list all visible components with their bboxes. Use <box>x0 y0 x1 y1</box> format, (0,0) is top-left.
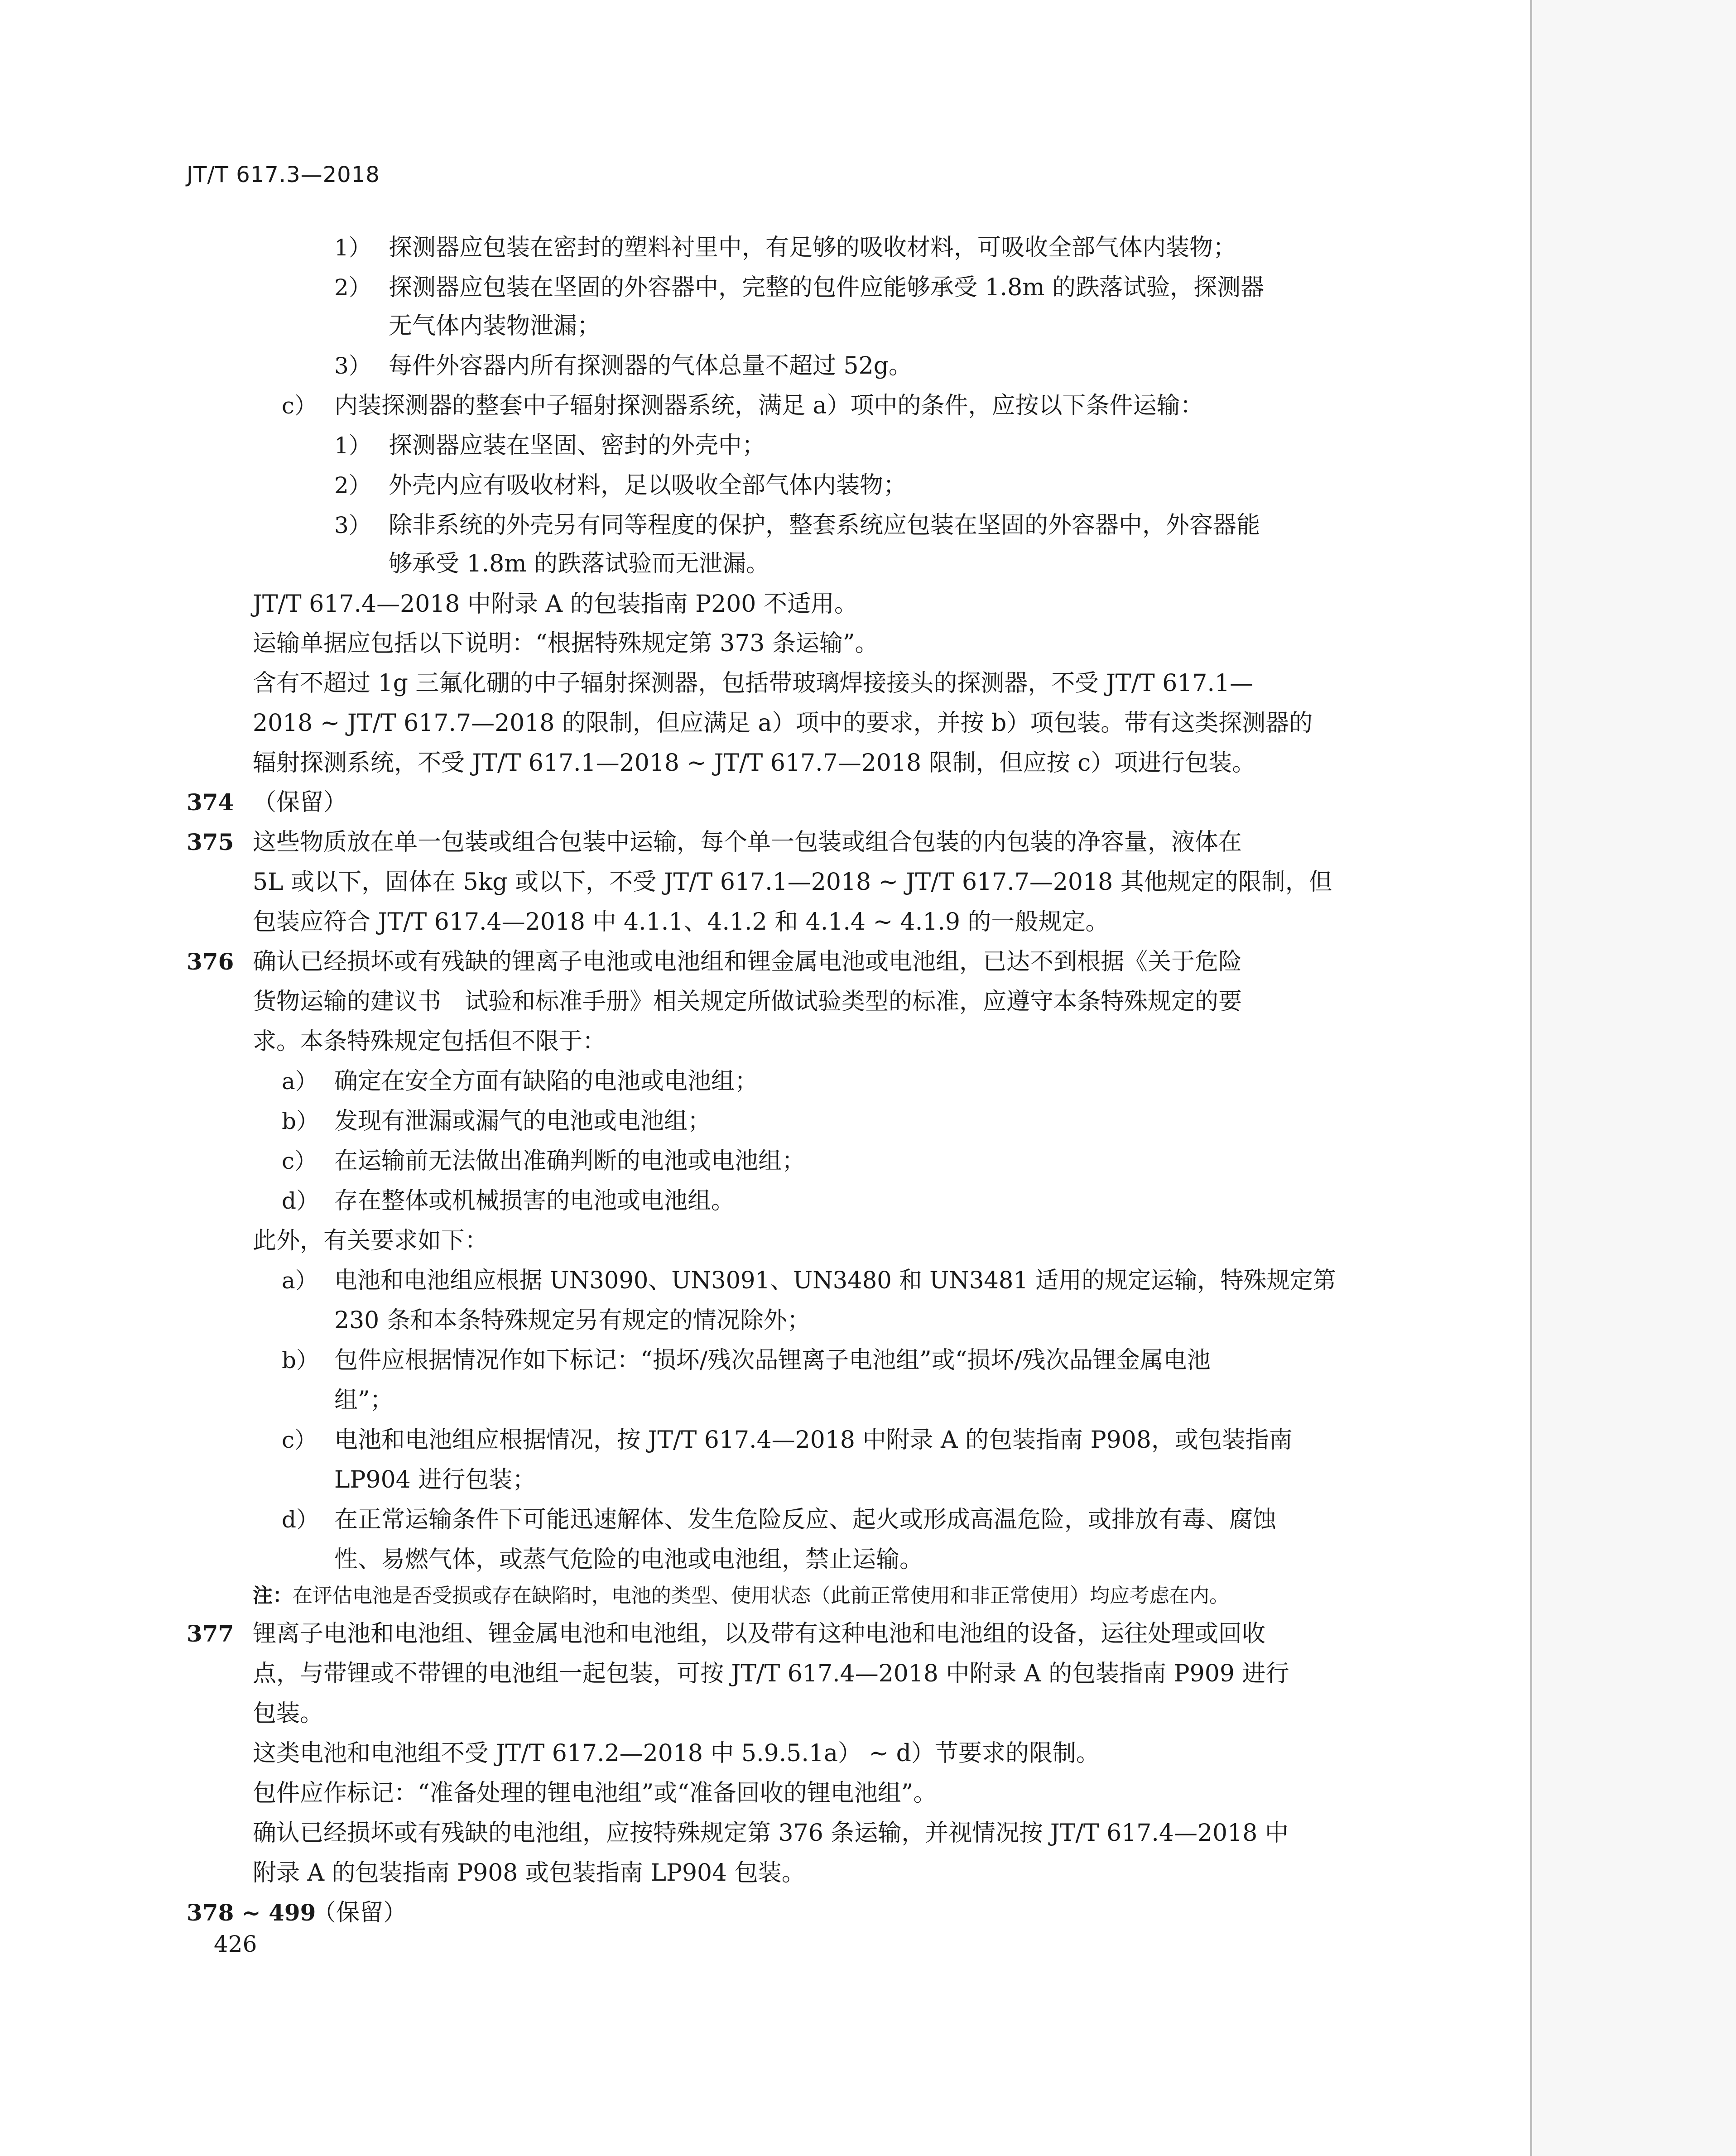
item-label: a） <box>282 1268 318 1294</box>
text-line: 组”； <box>334 1387 394 1414</box>
text-line: 此外，有关要求如下： <box>253 1227 489 1254</box>
text-line: 包件应根据情况作如下标记：“损坏/残次品锂离子电池组”或“损坏/残次品锂金属电池 <box>334 1347 1211 1374</box>
text-line: 除非系统的外壳另有同等程度的保护，整套系统应包装在坚固的外容器中，外容器能 <box>389 512 1260 539</box>
text-line: 探测器应包装在密封的塑料衬里中，有足够的吸收材料，可吸收全部气体内装物； <box>389 234 1237 261</box>
text-line: 锂离子电池和电池组、锂金属电池和电池组，以及带有这种电池和电池组的设备，运往处理或回收 <box>253 1620 1266 1647</box>
item-label: a） <box>282 1068 318 1095</box>
text-line: 探测器应装在坚固、密封的外壳中； <box>389 432 766 459</box>
text-line: 探测器应包装在坚固的外容器中，完整的包件应能够承受 1.8m 的跌落试验，探测器 <box>389 274 1265 301</box>
text-line: 外壳内应有吸收材料，足以吸收全部气体内装物； <box>389 472 907 499</box>
text-line: 在运输前无法做出准确判断的电池或电池组； <box>334 1148 806 1175</box>
text-line: LP904 进行包装； <box>334 1466 536 1493</box>
clause-number: 375 <box>187 829 234 855</box>
item-label: 3） <box>334 512 371 538</box>
clause-number: 377 <box>187 1620 234 1647</box>
text-line: 5L 或以下，固体在 5kg 或以下，不受 JT/T 617.1—2018 ~ JT/T 617.7—2018 其他规定的限制，但 <box>253 869 1332 896</box>
item-label: b） <box>282 1347 319 1373</box>
page-number: 426 <box>214 1931 257 1957</box>
item-label: 2） <box>334 472 371 499</box>
text-line: 附录 A 的包装指南 P908 或包装指南 LP904 包装。 <box>253 1859 805 1887</box>
text-line: 无气体内装物泄漏； <box>389 312 601 340</box>
text-line: 点，与带锂或不带锂的电池组一起包装，可按 JT/T 617.4—2018 中附录 A 的包装指南 P909 进行 <box>253 1660 1289 1687</box>
text-line: 包装。 <box>253 1700 324 1727</box>
text-line: 电池和电池组应根据情况，按 JT/T 617.4—2018 中附录 A 的包装指南 P908，或包装指南 <box>334 1426 1293 1454</box>
note-text: 在评估电池是否受损或存在缺陷时，电池的类型、使用状态（此前正常使用和非正常使用）均应考虑在内。 <box>293 1584 1229 1607</box>
text-line: 内装探测器的整套中子辐射探测器系统，满足 a）项中的条件，应按以下条件运输： <box>334 392 1204 419</box>
text-line: 确认已经损坏或有残缺的锂离子电池或电池组和锂金属电池或电池组，已达不到根据《关于危险 <box>253 948 1242 975</box>
item-label: d） <box>282 1507 319 1533</box>
text-line: 这些物质放在单一包装或组合包装中运输，每个单一包装或组合包装的内包装的净容量，液体在 <box>253 829 1242 856</box>
document-header: JT/T 617.3—2018 <box>187 162 380 187</box>
text-line: 性、易燃气体，或蒸气危险的电池或电池组，禁止运输。 <box>334 1546 923 1573</box>
text-line: 确定在安全方面有缺陷的电池或电池组； <box>334 1068 759 1095</box>
item-label: c） <box>282 1427 317 1453</box>
text-line: 230 条和本条特殊规定另有规定的情况除外； <box>334 1307 811 1334</box>
text-line: JT/T 617.4—2018 中附录 A 的包装指南 P200 不适用。 <box>253 591 858 618</box>
text-line: （保留） <box>253 789 347 816</box>
page-margin-area <box>1532 0 1736 2156</box>
text-line: 货物运输的建议书 试验和标准手册》相关规定所做试验类型的标准，应遵守本条特殊规定的要 <box>253 988 1242 1015</box>
clause-number: 374 <box>187 789 234 816</box>
text-line: 包装应符合 JT/T 617.4—2018 中 4.1.1、4.1.2 和 4.1.4 ~ 4.1.9 的一般规定。 <box>253 908 1109 936</box>
item-label: c） <box>282 1148 317 1174</box>
text-line: （保留） <box>313 1899 407 1926</box>
text-line: 含有不超过 1g 三氟化硼的中子辐射探测器，包括带玻璃焊接接头的探测器，不受 JT/T 617.1— <box>253 670 1254 697</box>
text-line: 运输单据应包括以下说明：“根据特殊规定第 373 条运输”。 <box>253 630 879 657</box>
text-line: 每件外容器内所有探测器的气体总量不超过 52g。 <box>389 352 912 379</box>
clause-number: 378 ~ 499 <box>187 1899 316 1926</box>
item-label: 3） <box>334 353 371 379</box>
item-label: 1） <box>334 235 371 261</box>
item-label: b） <box>282 1108 319 1134</box>
item-label: c） <box>282 393 317 419</box>
text-line: 包件应作标记：“准备处理的锂电池组”或“准备回收的锂电池组”。 <box>253 1780 937 1807</box>
item-label: 2） <box>334 274 371 301</box>
text-line: 求。本条特殊规定包括但不限于： <box>253 1028 606 1055</box>
text-line: 确认已经损坏或有残缺的电池组，应按特殊规定第 376 条运输，并视情况按 JT/T 617.4—2018 中 <box>253 1820 1289 1847</box>
text-line: 这类电池和电池组不受 JT/T 617.2—2018 中 5.9.5.1a） ~ d）节要求的限制。 <box>253 1740 1100 1767</box>
text-line: 电池和电池组应根据 UN3090、UN3091、UN3480 和 UN3481 适用的规定运输，特殊规定第 <box>334 1267 1336 1294</box>
item-label: d） <box>282 1188 319 1214</box>
clause-number: 376 <box>187 948 234 975</box>
text-line: 存在整体或机械损害的电池或电池组。 <box>334 1187 735 1215</box>
text-line: 发现有泄漏或漏气的电池或电池组； <box>334 1108 712 1135</box>
text-line: 2018 ~ JT/T 617.7—2018 的限制，但应满足 a）项中的要求，并按 b）项包装。带有这类探测器的 <box>253 710 1313 737</box>
text-line: 辐射探测系统，不受 JT/T 617.1—2018 ~ JT/T 617.7—2018 限制，但应按 c）项进行包装。 <box>253 749 1256 777</box>
text-line: 在正常运输条件下可能迅速解体、发生危险反应、起火或形成高温危险，或排放有毒、腐蚀 <box>334 1506 1277 1533</box>
note-label: 注： <box>253 1584 293 1607</box>
item-label: 1） <box>334 432 371 459</box>
note <box>253 1580 1229 1612</box>
text-line: 够承受 1.8m 的跌落试验而无泄漏。 <box>389 550 770 577</box>
